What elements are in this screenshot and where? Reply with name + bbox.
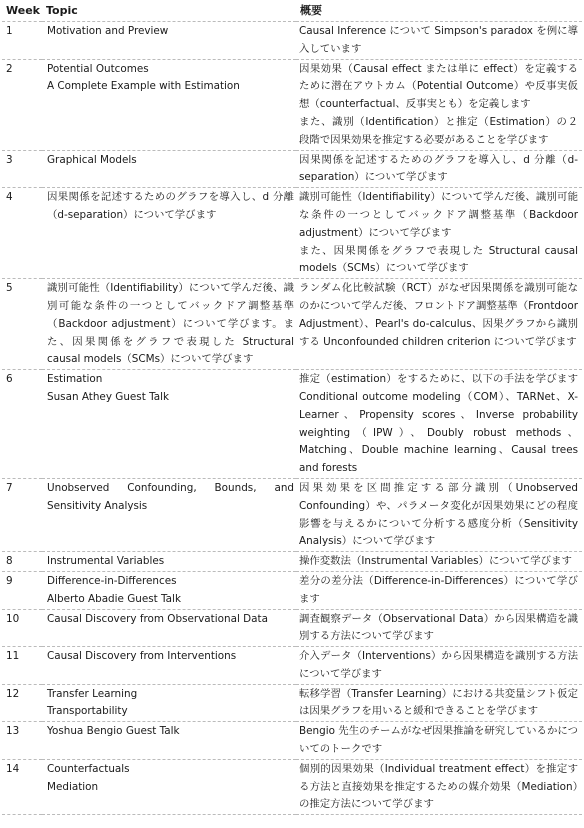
topic-line: Estimation bbox=[47, 373, 103, 386]
topic-cell bbox=[42, 478, 296, 551]
table-row bbox=[2, 647, 582, 685]
week-cell: 14 bbox=[2, 759, 42, 814]
summary-paragraph: また、因果関係をグラフで表現した Structural causal models（SCMs）について学びます bbox=[299, 244, 578, 275]
table-row bbox=[2, 571, 582, 609]
summary-cell bbox=[296, 22, 582, 60]
table-row bbox=[2, 22, 582, 60]
summary-cell bbox=[296, 478, 582, 551]
topic-line: Transfer Learning bbox=[47, 687, 138, 700]
topic-line: Potential Outcomes bbox=[47, 62, 149, 75]
summary-paragraph: Causal Inference について Simpson's paradox を例に導入しています bbox=[299, 25, 578, 55]
week-cell: 5 bbox=[2, 279, 42, 370]
syllabus-table bbox=[2, 0, 582, 815]
summary-paragraph: 推定（estimation）をするために、以下の手法を学びます Conditional outcome modeling（COM）、TARNet、X-Learner、Propensity scores、Inverse probability weighting（IPW）、Doubly robust methods、Matching、Double machine learning、Causal trees and forests bbox=[299, 373, 578, 475]
topic-cell bbox=[42, 188, 296, 279]
week-cell: 10 bbox=[2, 609, 42, 647]
week-cell: 3 bbox=[2, 150, 42, 188]
header-summary: 概要 bbox=[296, 0, 582, 22]
week-cell: 2 bbox=[2, 59, 42, 150]
summary-paragraph: 因果効果（Causal effect または単に effect）を定義するために潜在アウトカム（Potential Outcome）や反事実仮想（counterfactual、反事実とも）を定義します bbox=[299, 62, 578, 111]
topic-line: 識別可能性（Identifiability）について学んだ後、識別可能な条件の一つとしてバックドア調整基準（Backdoor adjustment）について学びます。また、因果関係をグラフで表現した Structural causal models（SCMs）について学びます bbox=[47, 282, 294, 366]
week-cell: 11 bbox=[2, 647, 42, 685]
topic-cell bbox=[42, 609, 296, 647]
topic-cell bbox=[42, 279, 296, 370]
table-row bbox=[2, 478, 582, 551]
week-cell: 12 bbox=[2, 684, 42, 722]
topic-line: 因果関係を記述するためのグラフを導入し、d 分離（d-separation）について学びます bbox=[47, 191, 294, 221]
topic-line: Yoshua Bengio Guest Talk bbox=[47, 725, 180, 738]
header-row bbox=[2, 0, 582, 22]
topic-cell bbox=[42, 370, 296, 479]
topic-line: Susan Athey Guest Talk bbox=[47, 390, 169, 403]
week-cell: 13 bbox=[2, 722, 42, 760]
summary-paragraph: 転移学習（Transfer Learning）における共変量シフト仮定は因果グラフを用いると緩和できることを学びます bbox=[299, 687, 578, 718]
topic-cell bbox=[42, 759, 296, 814]
topic-line: Unobserved Confounding, Bounds, and Sensitivity Analysis bbox=[47, 481, 294, 512]
table-row bbox=[2, 759, 582, 814]
topic-cell bbox=[42, 722, 296, 760]
summary-paragraph: 識別可能性（Identifiability）について学んだ後、識別可能な条件の一つとしてバックドア調整基準（Backdoor adjustment）について学びます bbox=[299, 191, 578, 239]
summary-paragraph: 因果関係を記述するためのグラフを導入し、d 分離（d-separation）について学びます bbox=[299, 153, 578, 184]
topic-line: Counterfactuals bbox=[47, 762, 130, 775]
topic-cell bbox=[42, 552, 296, 572]
week-cell: 9 bbox=[2, 571, 42, 609]
summary-cell bbox=[296, 150, 582, 188]
topic-cell bbox=[42, 22, 296, 60]
topic-line: Transportability bbox=[47, 705, 128, 718]
summary-cell bbox=[296, 370, 582, 479]
summary-paragraph: Bengio 先生のチームがなぜ因果推論を研究しているかについてのトークです bbox=[299, 725, 578, 756]
summary-paragraph: 因果効果を区間推定する部分識別（Unobserved Confounding）や、パラメータ変化が因果効果にどの程度影響を与えるかについて分析する感度分析（Sensitivity Analysis）について学びます bbox=[299, 481, 578, 548]
summary-paragraph: 個別的因果効果（Individual treatment effect）を推定する方法と直接効果を推定するための媒介効果（Mediation）の推定方法について学びます bbox=[299, 762, 578, 811]
topic-cell bbox=[42, 684, 296, 722]
topic-line: Motivation and Preview bbox=[47, 25, 169, 37]
summary-cell bbox=[296, 722, 582, 760]
topic-line: Mediation bbox=[47, 780, 99, 793]
summary-paragraph: 差分の差分法（Difference-in-Differences）について学びます bbox=[299, 574, 578, 605]
week-cell: 8 bbox=[2, 552, 42, 572]
table-body bbox=[2, 22, 582, 815]
table-row bbox=[2, 370, 582, 479]
summary-cell bbox=[296, 188, 582, 279]
summary-cell bbox=[296, 552, 582, 572]
summary-cell bbox=[296, 684, 582, 722]
summary-paragraph: 調査観察データ（Observational Data）から因果構造を識別する方法について学びます bbox=[299, 612, 578, 643]
week-cell: 4 bbox=[2, 188, 42, 279]
week-cell: 1 bbox=[2, 22, 42, 60]
table-row bbox=[2, 59, 582, 150]
week-cell: 6 bbox=[2, 370, 42, 479]
topic-cell bbox=[42, 647, 296, 685]
topic-line: Causal Discovery from Interventions bbox=[47, 650, 237, 663]
topic-line: Difference-in-Differences bbox=[47, 574, 177, 587]
topic-cell bbox=[42, 59, 296, 150]
table-row bbox=[2, 150, 582, 188]
table-row bbox=[2, 609, 582, 647]
summary-cell bbox=[296, 759, 582, 814]
topic-line: Graphical Models bbox=[47, 153, 137, 166]
summary-paragraph: 操作変数法（Instrumental Variables）について学びます bbox=[299, 555, 572, 568]
table-row bbox=[2, 552, 582, 572]
summary-paragraph: 介入データ（Interventions）から因果構造を識別する方法について学びます bbox=[299, 650, 578, 680]
header-topic: Topic bbox=[42, 0, 296, 22]
summary-cell bbox=[296, 59, 582, 150]
table-row bbox=[2, 279, 582, 370]
topic-line: Causal Discovery from Observational Data bbox=[47, 612, 268, 625]
topic-cell bbox=[42, 150, 296, 188]
topic-cell bbox=[42, 571, 296, 609]
summary-cell bbox=[296, 609, 582, 647]
topic-line: Alberto Abadie Guest Talk bbox=[47, 592, 181, 605]
summary-cell bbox=[296, 571, 582, 609]
table-row bbox=[2, 722, 582, 760]
header-week: Week bbox=[2, 0, 42, 22]
summary-paragraph: ランダム化比較試験（RCT）がなぜ因果関係を識別可能なのかについて学んだ後、フロントドア調整基準（Frontdoor Adjustment）、Pearl's do-calculus、因果グラフから識別する Unconfounded children criterion について学びます bbox=[299, 282, 578, 348]
table-row bbox=[2, 684, 582, 722]
week-cell: 7 bbox=[2, 478, 42, 551]
topic-line: A Complete Example with Estimation bbox=[47, 80, 240, 93]
topic-line: Instrumental Variables bbox=[47, 555, 165, 568]
summary-cell bbox=[296, 279, 582, 370]
summary-paragraph: また、識別（Identification）と推定（Estimation）の２段階で因果効果を推定する必要があることを学びます bbox=[299, 115, 578, 146]
summary-cell bbox=[296, 647, 582, 685]
table-row bbox=[2, 188, 582, 279]
